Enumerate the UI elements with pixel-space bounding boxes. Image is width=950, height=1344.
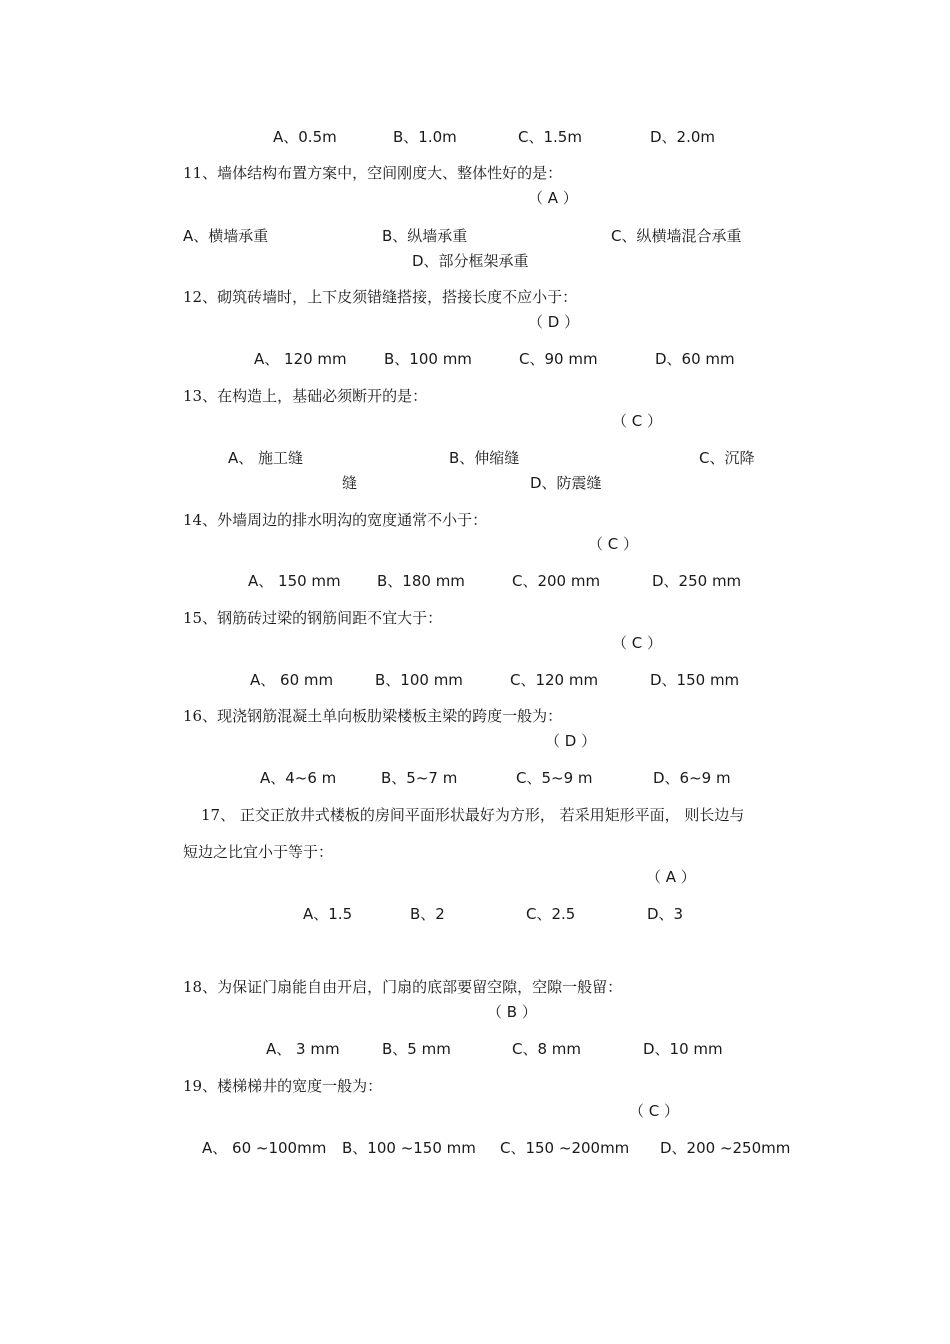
q14-option-b: B、180 mm [377,572,465,590]
q16-option-b: B、5~7 m [381,769,458,787]
q11-answer: （ A ） [528,189,578,207]
q19-option-d: D、200 ~250mm [660,1139,791,1157]
q17-question-line2: 短边之比宜小于等于： [183,843,334,861]
q13-answer: （ C ） [612,412,663,430]
q12-option-b: B、100 mm [384,350,472,368]
q14-option-c: C、200 mm [512,572,601,590]
q17-answer: （ A ） [646,868,696,886]
q11-question: 11、墙体结构布置方案中，空间刚度大、整体性好的是： [183,164,563,182]
q17-option-c: C、2.5 [526,905,576,923]
q15-option-d: D、150 mm [650,671,740,689]
q16-question: 16、现浇钢筋混凝土单向板肋梁楼板主梁的跨度一般为： [183,707,563,725]
q10-option-d: D、2.0m [650,128,716,146]
q12-option-d: D、60 mm [655,350,735,368]
q15-option-c: C、120 mm [510,671,599,689]
q11-option-d: D、部分框架承重 [412,252,529,270]
q11-option-c: C、纵横墙混合承重 [611,227,742,245]
q14-option-a: A、 150 mm [248,572,341,590]
q17-option-d: D、3 [647,905,684,923]
q10-option-a: A、0.5m [273,128,337,146]
q19-question: 19、楼梯梯井的宽度一般为： [183,1077,383,1095]
q19-answer: （ C ） [629,1102,680,1120]
q17-option-a: A、1.5 [303,905,353,923]
q17-question-line1: 17、 正交正放井式楼板的房间平面形状最好为方形， 若采用矩形平面， 则长边与 [201,806,745,824]
q19-option-c: C、150 ~200mm [500,1139,630,1157]
q13-option-b: B、伸缩缝 [449,449,520,467]
q19-option-b: B、100 ~150 mm [342,1139,476,1157]
q18-option-b: B、5 mm [382,1040,451,1058]
q14-answer: （ C ） [588,535,639,553]
q13-option-a: A、 施工缝 [228,449,304,467]
q13-option-d: D、防震缝 [530,474,602,492]
q11-option-a: A、横墙承重 [183,227,269,245]
q15-option-b: B、100 mm [375,671,463,689]
q18-question: 18、为保证门扇能自由开启，门扇的底部要留空隙，空隙一般留： [183,978,623,996]
q10-option-c: C、1.5m [518,128,582,146]
q15-question: 15、钢筋砖过梁的钢筋间距不宜大于： [183,609,443,627]
q14-question: 14、外墙周边的排水明沟的宽度通常不小于： [183,511,488,529]
q13-option-c-wrap: 缝 [342,474,358,492]
q12-question: 12、砌筑砖墙时，上下皮须错缝搭接，搭接长度不应小于： [183,288,578,306]
q18-option-c: C、8 mm [512,1040,582,1058]
q10-option-b: B、1.0m [393,128,457,146]
q16-option-d: D、6~9 m [653,769,731,787]
q19-option-a: A、 60 ~100mm [202,1139,327,1157]
q16-option-c: C、5~9 m [516,769,593,787]
q13-option-c: C、沉降 [699,449,755,467]
q12-option-c: C、90 mm [519,350,598,368]
q18-answer: （ B ） [487,1003,537,1021]
q15-answer: （ C ） [612,634,663,652]
q18-option-a: A、 3 mm [266,1040,340,1058]
q11-option-b: B、纵墙承重 [382,227,468,245]
q16-answer: （ D ） [545,732,597,750]
q12-option-a: A、 120 mm [254,350,347,368]
q15-option-a: A、 60 mm [250,671,334,689]
q16-option-a: A、4~6 m [260,769,337,787]
q17-option-b: B、2 [410,905,445,923]
q18-option-d: D、10 mm [643,1040,723,1058]
q12-answer: （ D ） [528,313,580,331]
q14-option-d: D、250 mm [652,572,742,590]
q13-question: 13、在构造上，基础必须断开的是： [183,387,428,405]
